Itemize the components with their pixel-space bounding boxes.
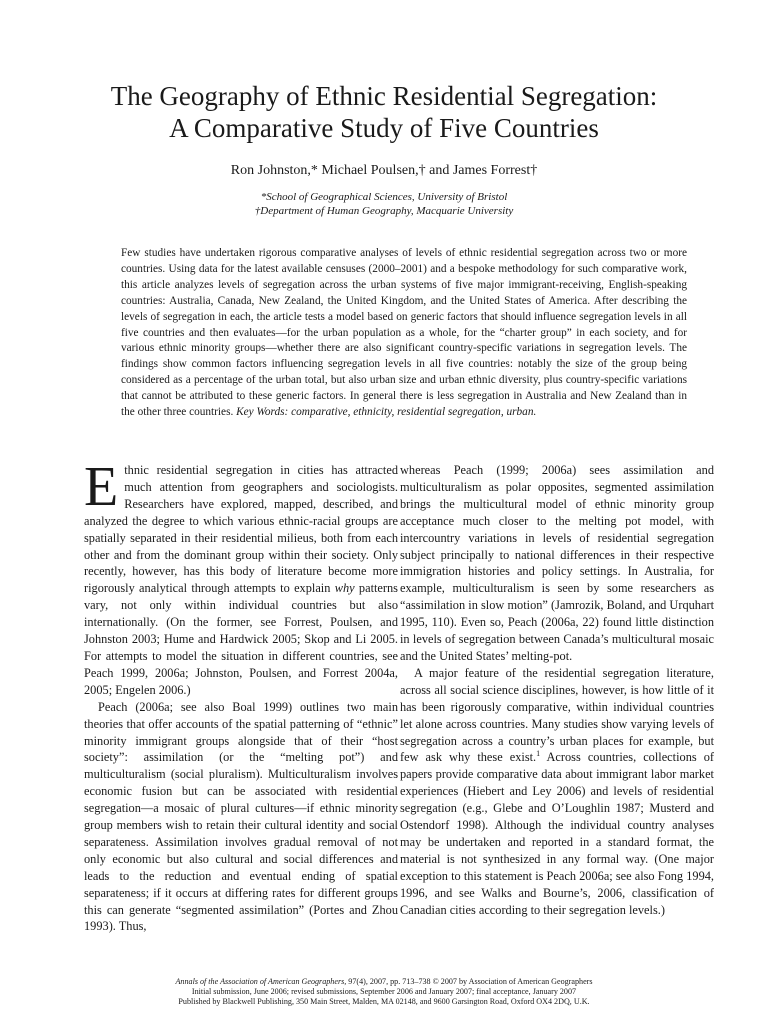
paragraph-text: Across countries, collections of papers provide comparative data about immigrant labor market experiences (Hiebert and Ley 2006) and levels of residential segregation (e.g., Glebe and O’Loughlin 1987; Musterd and Ostendorf 1998). Although the individual country analyses may be undertaken and reported in a standard format, the material is not synthesized in any formal way. (One major exception to this statement is Peach 2006a; see also Fong 1994, 1996, and see Walks and Bourne’s, 2006, classification of Canadian cities according to their segregation levels.) — [400, 750, 714, 917]
body-paragraph: whereas Peach (1999; 2006a) sees assimilation and multiculturalism as polar opposites, segmented assimilation brings the multicultural model of ethnic minority group acceptance much closer to the melting pot model, with intercountry variations in levels of residential segregation subject principally to national differences in their respective immigration histories and policy settings. In Australia, for example, multiculturalism is seen by some researchers as “assimilation in slow motion” (Jamrozik, Boland, and Urquhart 1995, 110). Even so, Peach (2006a, 22) found little distinction in levels of segregation between Canada’s multicultural mosaic and the United States’ melting-pot. — [400, 463, 714, 663]
abstract-keywords: Key Words: comparative, ethnicity, residential segregation, urban. — [236, 406, 537, 419]
author-list: Ron Johnston,* Michael Poulsen,† and James Forrest† — [230, 163, 538, 178]
body-paragraph — [84, 456, 398, 699]
drop-cap: E — [84, 456, 119, 518]
paragraph-text: thnic residential segregation in cities has attracted much attention from geographers and sociologists. Researchers have explored, mapped, described, and analyzed the degree to which various ethnic-racial groups are spatially separated in their residential milieus, both from each other and from the dominant group within their society. Only recently, however, has this body of literature become more rigorously analytical through attempts to explain — [84, 463, 398, 596]
article-title — [40, 80, 728, 144]
affiliation-bristol: *School of Geographical Sciences, University of Bristol — [260, 191, 508, 203]
paragraph-text: A major feature of the residential segregation literature, across all social science disciplines, however, is how little of it has been rigorously comparative, within individual countries let alone across countries. Many studies show varying levels of segregation across a country’s urban places for example, but few ask why these exist. — [400, 665, 714, 765]
body-paragraph — [400, 665, 714, 919]
footer-submission: Initial submission, June 2006; revised submissions, September 2006 and January 2007; final acceptance, January 2007 — [191, 987, 577, 996]
page-footer — [40, 977, 728, 1007]
journal-name: Annals of the Association of American Geographers, — [175, 977, 347, 986]
body-column-right — [400, 462, 714, 918]
body-paragraph: Peach (2006a; see also Boal 1999) outlines two main theories that offer accounts of the spatial patterning of “ethnic” minority immigrant groups alongside that of their “host society”: assimilation (or the “melting pot”) and multiculturalism (social pluralism). Multiculturalism involves economic fusion but can be associated with residential segregation—a mosaic of plural cultures—if ethnic minority group members wish to retain their cultural identity and social separateness. Assimilation involves gradual removal of not only economic but also cultural and social differences and leads to the reduction and eventual ending of spatial separateness; if it occurs at differing rates for different groups this can generate “segmented assimilation” (Portes and Zhou 1993). Thus, — [84, 699, 398, 934]
affiliations — [40, 190, 728, 218]
footer-citation — [40, 977, 728, 987]
emphasis-text: why — [334, 581, 355, 596]
footnote-marker: 1 — [536, 749, 541, 759]
abstract — [121, 246, 687, 421]
abstract-body: Few studies have undertaken rigorous comparative analyses of levels of ethnic residential segregation across two or more countries. Using data for the latest available censuses (2000–2001) and a bespoke methodology for such comparative work, this article analyzes levels of segregation across the urban systems of five major immigrant-receiving, English-speaking countries: Australia, Canada, New Zealand, the United Kingdom, and the United States of America. After describing the levels of segregation in each, the article tests a model based on generic factors that should influence segregation levels in all five countries and then evaluates—for the urban population as a whole, for the “charter group” in each society, and for various ethnic minority groups—whether there are also significant country-specific variations in segregation levels. The findings show common factors influencing segregation levels in all five countries: notably the size of the group being considered as a percentage of the urban total, but also urban size and urban ethnic diversity, plus country-specific variations that cannot be attributed to these generic factors. In general there is less segregation in Australia and New Zealand than in the other three countries. — [121, 247, 687, 419]
affiliation-macquarie: †Department of Human Geography, Macquarie University — [254, 205, 514, 217]
footer-publisher: Published by Blackwell Publishing, 350 Main Street, Malden, MA 02148, and 9600 Garsington Road, Oxford OX4 2DQ, U.K. — [178, 997, 590, 1006]
title-line-1: The Geography of Ethnic Residential Segregation: — [110, 81, 658, 111]
paragraph-text: patterns vary, not only within individual countries but also internationally. (On the former, see Forrest, Poulsen, and Johnston 2003; Hume and Hardwick 2005; Skop and Li 2005. For attempts to model the situation in different countries, see Peach 1999, 2006a; Johnston, Poulsen, and Forrest 2004a, 2005; Engelen 2006.) — [84, 581, 398, 697]
title-line-2: A Comparative Study of Five Countries — [169, 113, 599, 143]
citation-details: 97(4), 2007, pp. 713–738 © 2007 by Association of American Geographers — [346, 977, 593, 986]
body-column-left — [84, 456, 398, 935]
